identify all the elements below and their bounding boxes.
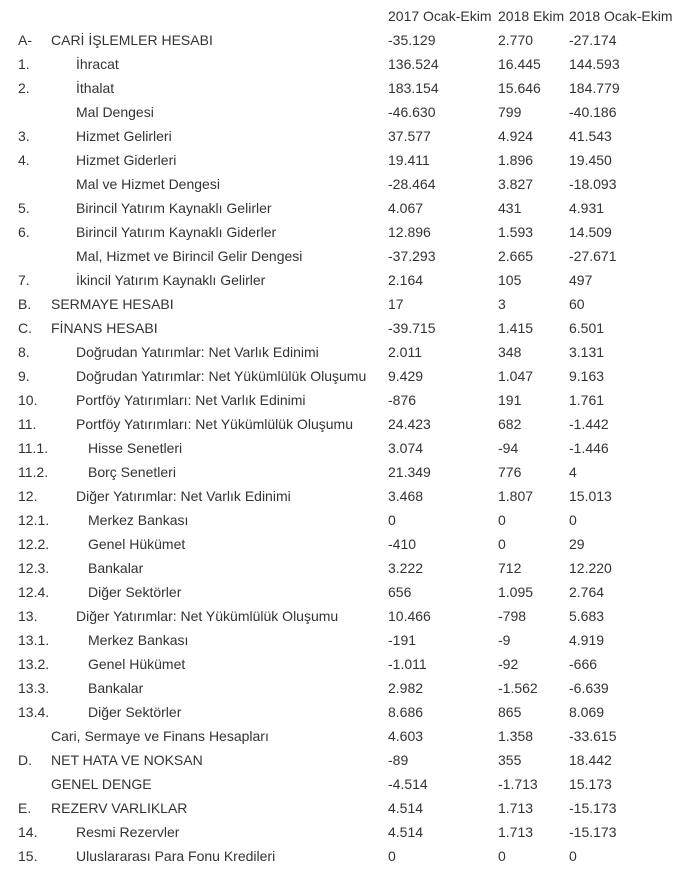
value-2017-jan-oct: 3.074 (388, 440, 424, 456)
table-row (0, 52, 682, 76)
value-2017-jan-oct: 37.577 (388, 128, 431, 144)
row-label: Uluslararası Para Fonu Kredileri (76, 848, 276, 864)
value-2017-jan-oct: 8.686 (388, 704, 424, 720)
value-2018-jan-oct: 4 (569, 464, 577, 480)
row-label: Birincil Yatırım Kaynaklı Gelirler (76, 200, 272, 216)
row-label: Diğer Yatırımlar: Net Varlık Edinimi (76, 488, 291, 504)
value-2018-jan-oct: 2.764 (569, 584, 605, 600)
value-2018-oct: 15.646 (498, 80, 541, 96)
value-2018-oct: 191 (498, 392, 522, 408)
table-row (0, 748, 682, 772)
value-2017-jan-oct: 4.067 (388, 200, 424, 216)
row-label: Birincil Yatırım Kaynaklı Giderler (76, 224, 277, 240)
row-label: Doğrudan Yatırımlar: Net Yükümlülük Oluşumu (76, 368, 367, 384)
value-2018-jan-oct: 18.442 (569, 752, 612, 768)
row-label: Cari, Sermaye ve Finans Hesapları (51, 728, 269, 744)
value-2018-jan-oct: 1.761 (569, 392, 605, 408)
row-number: 11.1. (18, 440, 49, 456)
value-2018-oct: 348 (498, 344, 522, 360)
value-2017-jan-oct: 656 (388, 584, 412, 600)
column-header-2018-oct: 2018 Ekim (498, 8, 565, 24)
value-2017-jan-oct: 9.429 (388, 368, 424, 384)
row-number: 12.2. (18, 536, 50, 552)
value-2018-jan-oct: -1.446 (569, 440, 609, 456)
value-2017-jan-oct: -1.011 (388, 656, 427, 672)
value-2018-jan-oct: 9.163 (569, 368, 605, 384)
table-row (0, 268, 682, 292)
value-2018-oct: 431 (498, 200, 522, 216)
value-2017-jan-oct: -191 (388, 632, 417, 648)
value-2018-jan-oct: 0 (569, 512, 577, 528)
value-2018-jan-oct: 12.220 (569, 560, 612, 576)
row-number: 13.2. (18, 656, 50, 672)
row-number: 8. (18, 344, 30, 360)
row-number: 12.3. (18, 560, 50, 576)
value-2018-oct: 3.827 (498, 176, 534, 192)
row-number: 13.1. (18, 632, 50, 648)
row-label: İkincil Yatırım Kaynaklı Gelirler (76, 272, 266, 288)
value-2018-oct: 712 (498, 560, 522, 576)
value-2018-oct: 1.358 (498, 728, 534, 744)
table-row (0, 844, 682, 868)
value-2017-jan-oct: 0 (388, 848, 396, 864)
value-2018-oct: 0 (498, 848, 506, 864)
value-2017-jan-oct: 3.222 (388, 560, 424, 576)
row-number: 6. (18, 224, 30, 240)
value-2018-jan-oct: 184.779 (569, 80, 620, 96)
value-2017-jan-oct: 2.164 (388, 272, 424, 288)
row-label: Merkez Bankası (88, 632, 189, 648)
value-2018-oct: 1.593 (498, 224, 534, 240)
table-row (0, 484, 682, 508)
table-row (0, 340, 682, 364)
row-label: Resmi Rezervler (76, 824, 180, 840)
value-2018-oct: 0 (498, 536, 506, 552)
row-number: 11.2. (18, 464, 49, 480)
row-number: 10. (18, 392, 38, 408)
row-number: 4. (18, 152, 30, 168)
row-label: Portföy Yatırımları: Net Varlık Edinimi (76, 392, 306, 408)
row-number: 15. (18, 848, 38, 864)
value-2018-jan-oct: -666 (569, 656, 598, 672)
row-label: Portföy Yatırımları: Net Yükümlülük Oluşumu (76, 416, 353, 432)
value-2018-oct: 2.770 (498, 32, 534, 48)
value-2018-jan-oct: 8.069 (569, 704, 605, 720)
row-number: 1. (18, 56, 30, 72)
value-2018-oct: -92 (498, 656, 519, 672)
row-label: İthalat (76, 80, 115, 96)
value-2017-jan-oct: 19.411 (388, 152, 430, 168)
value-2018-jan-oct: 41.543 (569, 128, 612, 144)
table-row (0, 628, 682, 652)
value-2018-jan-oct: -40.186 (569, 104, 617, 120)
value-2018-jan-oct: 497 (569, 272, 593, 288)
row-number: 7. (18, 272, 30, 288)
row-number: 12. (18, 488, 38, 504)
table-row (0, 292, 682, 316)
row-label: SERMAYE HESABI (51, 296, 174, 312)
value-2018-oct: 1.095 (498, 584, 534, 600)
table-row (0, 700, 682, 724)
value-2018-jan-oct: 15.013 (569, 488, 612, 504)
value-2017-jan-oct: 4.514 (388, 800, 424, 816)
value-2017-jan-oct: -37.293 (388, 248, 436, 264)
table-row (0, 364, 682, 388)
row-number: 11. (18, 416, 37, 432)
row-label: Genel Hükümet (88, 656, 186, 672)
row-label: Hizmet Gelirleri (76, 128, 172, 144)
row-number: C. (18, 320, 32, 336)
value-2018-jan-oct: 6.501 (569, 320, 605, 336)
table-row (0, 196, 682, 220)
balance-of-payments-table (0, 4, 682, 868)
value-2018-oct: -1.713 (498, 776, 538, 792)
row-number: 14. (18, 824, 38, 840)
value-2018-jan-oct: -18.093 (569, 176, 617, 192)
value-2017-jan-oct: 0 (388, 512, 396, 528)
row-label: Diğer Sektörler (88, 584, 182, 600)
row-label: GENEL DENGE (51, 776, 152, 792)
value-2018-oct: 1.713 (498, 800, 534, 816)
row-label: NET HATA VE NOKSAN (51, 752, 203, 768)
value-2018-oct: -94 (498, 440, 519, 456)
value-2018-oct: 355 (498, 752, 522, 768)
row-number: D. (18, 752, 32, 768)
table-row (0, 244, 682, 268)
row-number: 13.3. (18, 680, 50, 696)
value-2018-jan-oct: -27.671 (569, 248, 617, 264)
value-2017-jan-oct: 17 (388, 296, 404, 312)
table-row (0, 412, 682, 436)
row-label: Bankalar (88, 560, 144, 576)
table-row (0, 28, 682, 52)
value-2018-oct: 16.445 (498, 56, 541, 72)
table-row (0, 100, 682, 124)
value-2018-oct: 865 (498, 704, 522, 720)
row-label: Diğer Yatırımlar: Net Yükümlülük Oluşumu (76, 608, 339, 624)
value-2018-jan-oct: -6.639 (569, 680, 609, 696)
row-label: FİNANS HESABI (51, 320, 158, 336)
value-2018-jan-oct: -1.442 (569, 416, 609, 432)
value-2017-jan-oct: -410 (388, 536, 417, 552)
value-2018-oct: 4.924 (498, 128, 534, 144)
value-2018-jan-oct: 0 (569, 848, 577, 864)
value-2018-oct: 3 (498, 296, 506, 312)
value-2018-jan-oct: 144.593 (569, 56, 620, 72)
value-2017-jan-oct: 3.468 (388, 488, 424, 504)
value-2018-oct: -9 (498, 632, 511, 648)
value-2017-jan-oct: -4.514 (388, 776, 428, 792)
value-2018-jan-oct: -15.173 (569, 824, 617, 840)
row-number: 2. (18, 80, 30, 96)
table-row (0, 820, 682, 844)
row-label: İhracat (76, 56, 119, 72)
value-2017-jan-oct: 2.011 (388, 344, 422, 360)
value-2018-jan-oct: -27.174 (569, 32, 617, 48)
value-2018-oct: 799 (498, 104, 522, 120)
value-2018-jan-oct: 4.931 (569, 200, 605, 216)
table-row (0, 532, 682, 556)
value-2017-jan-oct: 21.349 (388, 464, 431, 480)
value-2017-jan-oct: 12.896 (388, 224, 431, 240)
row-number: 3. (18, 128, 30, 144)
row-number: 12.4. (18, 584, 50, 600)
table-row (0, 436, 682, 460)
table-row (0, 388, 682, 412)
value-2017-jan-oct: 183.154 (388, 80, 439, 96)
row-number: 13.4. (18, 704, 50, 720)
table-row (0, 508, 682, 532)
row-number: 12.1. (18, 512, 50, 528)
value-2018-oct: -798 (498, 608, 527, 624)
row-label: Bankalar (88, 680, 144, 696)
value-2017-jan-oct: -28.464 (388, 176, 436, 192)
value-2017-jan-oct: -46.630 (388, 104, 436, 120)
row-label: Mal Dengesi (76, 104, 154, 120)
value-2018-jan-oct: 15.173 (569, 776, 612, 792)
value-2017-jan-oct: 4.514 (388, 824, 424, 840)
value-2018-oct: 2.665 (498, 248, 534, 264)
row-label: REZERV VARLIKLAR (51, 800, 188, 816)
value-2018-oct: 105 (498, 272, 522, 288)
table-row (0, 172, 682, 196)
table-row (0, 148, 682, 172)
value-2018-jan-oct: 4.919 (569, 632, 605, 648)
value-2017-jan-oct: -89 (388, 752, 409, 768)
value-2018-jan-oct: 60 (569, 296, 585, 312)
row-label: Doğrudan Yatırımlar: Net Varlık Edinimi (76, 344, 319, 360)
value-2017-jan-oct: -876 (388, 392, 417, 408)
row-number: 9. (18, 368, 30, 384)
value-2017-jan-oct: -35.129 (388, 32, 436, 48)
table-row (0, 796, 682, 820)
table-row (0, 220, 682, 244)
value-2018-jan-oct: 3.131 (569, 344, 605, 360)
value-2017-jan-oct: 136.524 (388, 56, 439, 72)
value-2018-jan-oct: 29 (569, 536, 585, 552)
value-2018-jan-oct: 19.450 (569, 152, 612, 168)
table-row (0, 772, 682, 796)
column-header-2017-jan-oct: 2017 Ocak-Ekim (388, 8, 492, 24)
row-label: Hisse Senetleri (88, 440, 183, 456)
row-label: Diğer Sektörler (88, 704, 182, 720)
row-number: 5. (18, 200, 30, 216)
table-row (0, 652, 682, 676)
table-row (0, 460, 682, 484)
value-2017-jan-oct: 24.423 (388, 416, 431, 432)
value-2018-oct: 1.047 (498, 368, 534, 384)
table-row (0, 124, 682, 148)
column-header-2018-jan-oct: 2018 Ocak-Ekim (569, 8, 673, 24)
value-2018-oct: 682 (498, 416, 522, 432)
row-label: Genel Hükümet (88, 536, 186, 552)
table-row (0, 316, 682, 340)
value-2018-oct: 1.896 (498, 152, 534, 168)
row-number: 13. (18, 608, 38, 624)
value-2018-jan-oct: 14.509 (569, 224, 612, 240)
table-header-row (0, 4, 682, 28)
table-row (0, 556, 682, 580)
value-2018-oct: 776 (498, 464, 522, 480)
row-number: B. (18, 296, 32, 312)
table-row (0, 604, 682, 628)
value-2018-jan-oct: -15.173 (569, 800, 617, 816)
value-2018-jan-oct: 5.683 (569, 608, 605, 624)
table-body (0, 28, 682, 868)
row-label: Mal, Hizmet ve Birincil Gelir Dengesi (76, 248, 303, 264)
table-row (0, 676, 682, 700)
row-number: A- (18, 32, 32, 48)
value-2017-jan-oct: 10.466 (388, 608, 431, 624)
row-number: E. (18, 800, 32, 816)
value-2017-jan-oct: -39.715 (388, 320, 436, 336)
row-label: Borç Senetleri (88, 464, 176, 480)
table-row (0, 724, 682, 748)
row-label: Merkez Bankası (88, 512, 189, 528)
value-2017-jan-oct: 4.603 (388, 728, 424, 744)
value-2018-oct: 1.807 (498, 488, 534, 504)
value-2018-jan-oct: -33.615 (569, 728, 617, 744)
value-2018-oct: 1.415 (498, 320, 534, 336)
value-2018-oct: -1.562 (498, 680, 538, 696)
table-row (0, 580, 682, 604)
value-2018-oct: 1.713 (498, 824, 534, 840)
row-label: Mal ve Hizmet Dengesi (76, 176, 220, 192)
row-label: CARİ İŞLEMLER HESABI (51, 32, 213, 48)
value-2018-oct: 0 (498, 512, 506, 528)
row-label: Hizmet Giderleri (76, 152, 177, 168)
value-2017-jan-oct: 2.982 (388, 680, 424, 696)
table-row (0, 76, 682, 100)
